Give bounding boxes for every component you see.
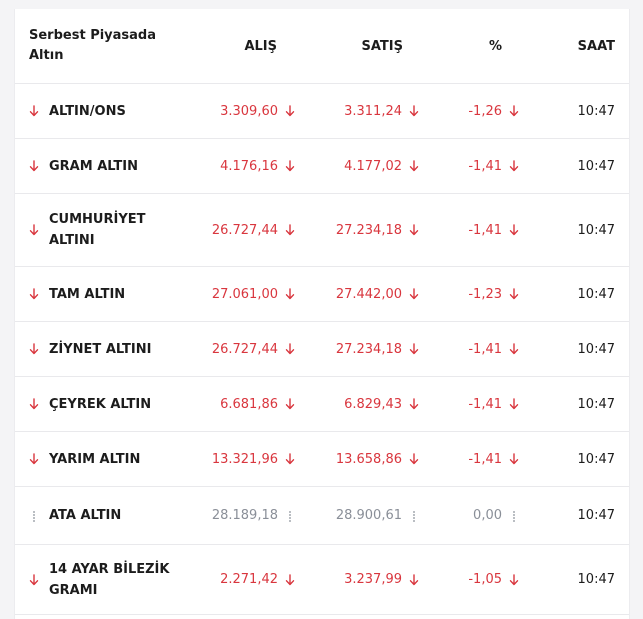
arrow-down-icon (409, 398, 419, 410)
table-row[interactable] (15, 322, 629, 377)
arrow-down-icon (285, 398, 295, 410)
row-percent-cell (435, 377, 519, 431)
row-name[interactable] (49, 449, 140, 470)
arrow-down-icon (29, 343, 39, 355)
table-row[interactable] (15, 487, 629, 545)
header-title-line2: Altın (29, 48, 64, 63)
row-time-value: 10:47 (577, 341, 615, 357)
row-sell-cell (315, 322, 419, 376)
row-time-value: 10:47 (577, 286, 615, 302)
arrow-down-icon (29, 398, 39, 410)
arrow-down-icon (285, 574, 295, 586)
arrow-down-icon (409, 288, 419, 300)
dotted-line-icon (285, 510, 295, 522)
row-name-line1: ALTIN/ONS (49, 103, 126, 119)
row-percent-value: -1,41 (468, 158, 502, 174)
row-name-cell (29, 139, 199, 193)
row-name-line1: CUMHURİYET (49, 212, 146, 227)
header-sell[interactable]: SATIŞ (361, 38, 403, 54)
row-sell-cell (315, 487, 419, 544)
row-sell-value: 13.658,86 (335, 451, 402, 467)
row-buy-value: 3.309,60 (220, 103, 278, 119)
row-name-cell (29, 487, 199, 544)
row-percent-value: 0,00 (473, 508, 502, 523)
arrow-down-icon (509, 574, 519, 586)
arrow-down-icon (285, 453, 295, 465)
arrow-down-icon (285, 343, 295, 355)
row-buy-value: 6.681,86 (220, 396, 278, 412)
arrow-down-icon (29, 574, 39, 586)
dotted-line-icon (409, 510, 419, 522)
row-name-cell (29, 84, 199, 138)
row-time-value: 10:47 (577, 451, 615, 467)
row-name[interactable] (49, 394, 151, 415)
row-percent-value: -1,41 (468, 341, 502, 357)
row-name-cell (29, 322, 199, 376)
row-buy-cell (199, 487, 295, 544)
row-time-value: 10:47 (577, 572, 615, 587)
row-sell-value: 3.311,24 (344, 103, 402, 119)
row-name[interactable] (49, 209, 145, 251)
arrow-down-icon (285, 224, 295, 236)
arrow-down-icon (409, 453, 419, 465)
row-buy-value: 28.189,18 (211, 508, 278, 523)
row-percent-cell (435, 194, 519, 266)
arrow-down-icon (285, 160, 295, 172)
row-time-cell (555, 487, 615, 544)
row-name-line1: ÇEYREK ALTIN (49, 396, 152, 412)
row-sell-value: 27.234,18 (335, 341, 402, 357)
dotted-line-icon (509, 510, 519, 522)
arrow-down-icon (409, 574, 419, 586)
row-percent-value: -1,26 (468, 103, 502, 119)
row-name[interactable] (49, 156, 138, 177)
row-buy-value: 4.176,16 (220, 158, 278, 174)
row-time-cell (555, 84, 615, 138)
arrow-down-icon (29, 160, 39, 172)
row-sell-cell (315, 545, 419, 614)
row-buy-cell (199, 267, 295, 321)
row-buy-cell (199, 194, 295, 266)
row-percent-value: -1,05 (468, 572, 502, 587)
row-name[interactable] (49, 505, 121, 526)
row-name-cell (29, 194, 199, 266)
row-percent-value: -1,41 (468, 222, 502, 238)
header-percent[interactable]: % (488, 38, 502, 54)
row-name[interactable] (49, 559, 169, 601)
row-name-line2: GRAMI (49, 582, 98, 598)
row-percent-value: -1,23 (468, 286, 502, 302)
arrow-down-icon (409, 160, 419, 172)
arrow-down-icon (29, 453, 39, 465)
arrow-down-icon (285, 105, 295, 117)
row-buy-value: 26.727,44 (211, 341, 278, 357)
row-sell-cell (315, 377, 419, 431)
row-sell-cell (315, 194, 419, 266)
row-name[interactable] (49, 339, 151, 360)
arrow-down-icon (29, 288, 39, 300)
arrow-down-icon (409, 343, 419, 355)
row-sell-cell (315, 139, 419, 193)
row-name[interactable] (49, 101, 126, 122)
arrow-down-icon (509, 160, 519, 172)
arrow-down-icon (509, 288, 519, 300)
row-percent-value: -1,41 (468, 396, 502, 412)
row-time-value: 10:47 (577, 158, 615, 174)
row-buy-cell (199, 322, 295, 376)
row-sell-cell (315, 432, 419, 486)
arrow-down-icon (509, 224, 519, 236)
arrow-down-icon (409, 105, 419, 117)
gold-price-table (14, 9, 630, 619)
row-time-cell (555, 194, 615, 266)
row-name-line2: ALTINI (49, 233, 95, 248)
row-sell-cell (315, 267, 419, 321)
row-time-value: 10:47 (577, 508, 615, 523)
row-buy-cell (199, 139, 295, 193)
arrow-down-icon (509, 343, 519, 355)
row-buy-value: 2.271,42 (220, 572, 278, 587)
row-percent-cell (435, 432, 519, 486)
row-time-value: 10:47 (577, 222, 615, 238)
arrow-down-icon (409, 224, 419, 236)
row-name[interactable] (49, 284, 125, 305)
arrow-down-icon (29, 224, 39, 236)
table-row[interactable] (15, 84, 629, 139)
arrow-down-icon (509, 105, 519, 117)
row-name-line1: TAM ALTIN (49, 286, 126, 302)
table-header (15, 9, 629, 84)
row-buy-cell (199, 84, 295, 138)
row-time-cell (555, 377, 615, 431)
row-name-line1: 14 AYAR BİLEZİK (49, 561, 170, 577)
row-percent-cell (435, 545, 519, 614)
header-time[interactable]: SAAT (577, 38, 615, 54)
row-sell-value: 4.177,02 (344, 158, 402, 174)
header-buy[interactable]: ALIŞ (244, 38, 277, 54)
row-sell-value: 27.442,00 (335, 286, 402, 302)
table-row[interactable] (15, 545, 629, 615)
table-row[interactable] (15, 377, 629, 432)
row-name-line1: GRAM ALTIN (49, 158, 138, 174)
row-name-cell (29, 377, 199, 431)
row-name-line1: ATA ALTIN (49, 508, 122, 523)
header-name (29, 9, 199, 83)
row-time-value: 10:47 (577, 103, 615, 119)
row-time-cell (555, 139, 615, 193)
arrow-down-icon (509, 398, 519, 410)
table-row[interactable] (15, 432, 629, 487)
row-percent-value: -1,41 (468, 451, 502, 467)
row-name-cell (29, 267, 199, 321)
arrow-down-icon (285, 288, 295, 300)
header-title-line1: Serbest Piyasada (29, 28, 157, 43)
row-buy-cell (199, 545, 295, 614)
row-buy-cell (199, 432, 295, 486)
row-time-cell (555, 267, 615, 321)
row-buy-value: 13.321,96 (211, 451, 278, 467)
row-sell-value: 6.829,43 (344, 396, 402, 412)
row-sell-value: 28.900,61 (335, 508, 402, 523)
row-percent-cell (435, 84, 519, 138)
table-row[interactable] (15, 139, 629, 194)
row-buy-cell (199, 377, 295, 431)
row-percent-cell (435, 487, 519, 544)
row-name-line1: YARIM ALTIN (49, 451, 141, 467)
row-sell-cell (315, 84, 419, 138)
table-row[interactable] (15, 267, 629, 322)
table-row[interactable] (15, 194, 629, 267)
row-time-cell (555, 322, 615, 376)
row-time-cell (555, 432, 615, 486)
row-percent-cell (435, 139, 519, 193)
row-percent-cell (435, 322, 519, 376)
row-name-cell (29, 545, 199, 614)
row-name-cell (29, 432, 199, 486)
row-sell-value: 3.237,99 (344, 572, 402, 587)
row-buy-value: 26.727,44 (211, 222, 278, 238)
row-time-value: 10:47 (577, 396, 615, 412)
arrow-down-icon (29, 105, 39, 117)
arrow-down-icon (509, 453, 519, 465)
row-buy-value: 27.061,00 (211, 286, 278, 302)
row-name-line1: ZİYNET ALTINI (49, 341, 152, 357)
row-time-cell (555, 545, 615, 614)
dotted-line-icon (29, 510, 39, 522)
row-sell-value: 27.234,18 (335, 222, 402, 238)
row-percent-cell (435, 267, 519, 321)
